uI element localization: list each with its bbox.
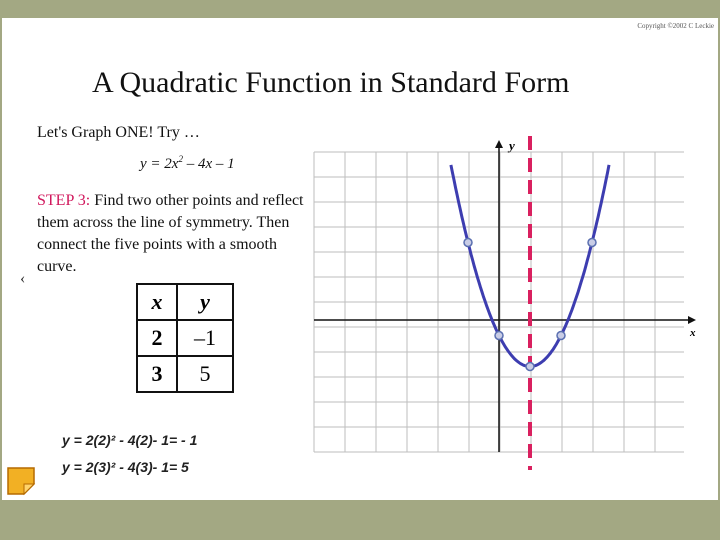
slide bbox=[2, 18, 718, 500]
equation-lhs: y = 2x bbox=[140, 156, 179, 172]
table-header-row bbox=[137, 284, 233, 320]
step-label: STEP 3: bbox=[37, 192, 91, 209]
page-curl-icon[interactable] bbox=[6, 466, 36, 496]
table-cell-y: –1 bbox=[177, 320, 233, 356]
copyright-notice: Copyright ©2002 C Leckie bbox=[637, 22, 714, 30]
calculation-line: y = 2(3)² - 4(3)- 1= 5 bbox=[62, 459, 189, 475]
table-header-x: x bbox=[137, 284, 177, 320]
y-axis-label: y bbox=[509, 138, 515, 153]
plotted-point bbox=[557, 332, 565, 340]
step-text: Find two other points and reflect them across the line of symmetry. Then connect the five points with a smooth curve. bbox=[37, 192, 304, 275]
plotted-point bbox=[495, 332, 503, 340]
table-cell-x: 3 bbox=[137, 356, 177, 392]
intro-text: Let's Graph ONE! Try … bbox=[37, 124, 200, 141]
xy-table bbox=[136, 283, 234, 393]
table-row bbox=[137, 356, 233, 392]
x-axis-arrow bbox=[688, 316, 696, 324]
table-cell-x: 2 bbox=[137, 320, 177, 356]
table-row bbox=[137, 320, 233, 356]
table-cell-y: 5 bbox=[177, 356, 233, 392]
table-header-y: y bbox=[177, 284, 233, 320]
plotted-point bbox=[588, 239, 596, 247]
plotted-point bbox=[526, 363, 534, 371]
plotted-point bbox=[464, 239, 472, 247]
slide-title: A Quadratic Function in Standard Form bbox=[92, 66, 570, 99]
parabola-graph bbox=[302, 122, 697, 472]
x-axis-label: x bbox=[690, 327, 696, 339]
equation bbox=[140, 154, 235, 173]
calculation-line: y = 2(2)² - 4(2)- 1= - 1 bbox=[62, 432, 198, 448]
equation-rhs: – 4x – 1 bbox=[182, 156, 235, 172]
equation-exponent: 2 bbox=[178, 154, 183, 164]
step-instructions bbox=[37, 190, 307, 278]
y-axis-arrow bbox=[495, 140, 503, 148]
previous-slide-icon[interactable]: ‹ bbox=[20, 270, 26, 287]
